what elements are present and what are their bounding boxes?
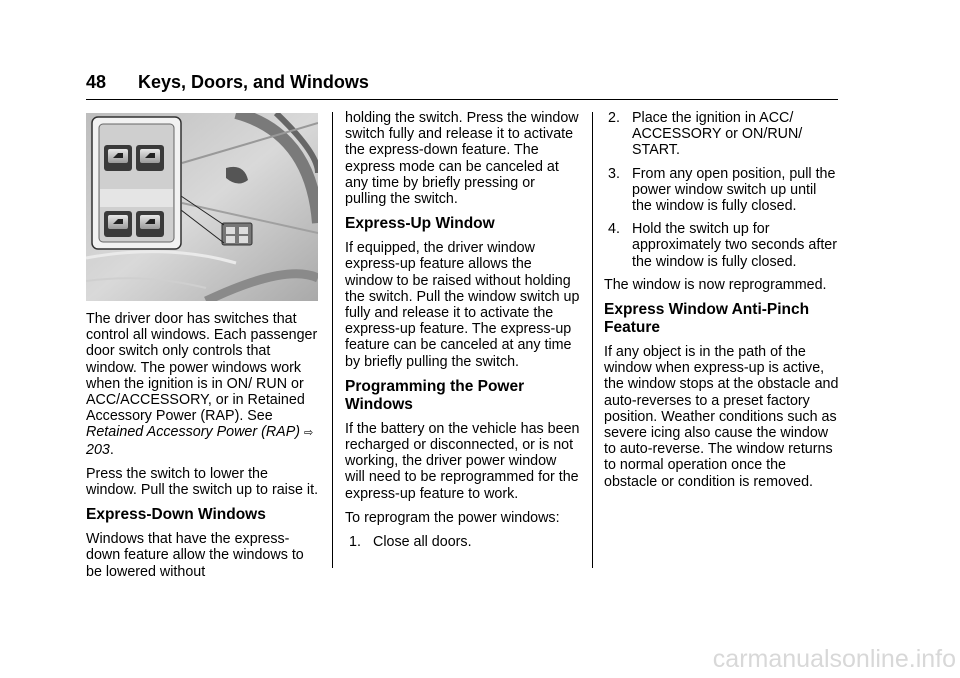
column-2	[345, 110, 580, 557]
step-list	[345, 534, 580, 550]
heading-anti-pinch: Express Window Anti-Pinch Feature	[604, 301, 810, 337]
list-item	[604, 221, 840, 270]
step-number: 4.	[608, 221, 620, 238]
paragraph: If any object is in the path of the window when express-up is active, the window stops at the obstacle and auto-reverses to a preset factory position. Weather conditions such as severe icing also cause the window to auto-reverse. The window returns to normal operation once the obstacle or condition is removed.	[604, 344, 839, 490]
paragraph	[86, 311, 322, 458]
paragraph: If equipped, the driver window express-up feature allows the window to be raised without holding the switch. Pull the window switch up fully and release it to activate the express-up feature. The express-up feature can be canceled at any time by briefly pulling the switch.	[345, 240, 580, 370]
paragraph: Press the switch to lower the window. Pull the switch up to raise it.	[86, 465, 319, 499]
column-3	[604, 110, 840, 498]
section-title: Keys, Doors, and Windows	[138, 72, 369, 92]
step-number: 1.	[349, 534, 361, 551]
paragraph: To reprogram the power windows:	[345, 509, 560, 526]
heading-express-up: Express-Up Window	[345, 215, 495, 233]
list-item	[604, 110, 840, 159]
paragraph: The window is now reprogrammed.	[604, 276, 827, 293]
cross-reference[interactable]: Retained Accessory Power (RAP)	[86, 424, 300, 441]
column-divider	[332, 112, 333, 568]
page-reference[interactable]: 203	[86, 441, 110, 458]
paragraph-text: The driver door has switches that control all windows. Each passenger door switch only controls that window. The power windows work when the ignition is in ON/ RUN or ACC/ACCESSORY, or in Retained Accessory Power (RAP). See	[86, 311, 318, 425]
step-number: 2.	[608, 110, 620, 126]
step-text: From any open position, pull the power window switch up until the window is fully closed.	[632, 165, 836, 215]
step-text: Close all doors.	[373, 534, 472, 551]
step-text: Hold the switch up for approximately two seconds after the window is fully closed.	[632, 221, 838, 270]
watermark: carmanualsonline.info	[712, 645, 956, 673]
step-list	[604, 110, 840, 270]
punctuation: .	[109, 441, 114, 458]
page-ref-arrow-icon: ⇨	[303, 427, 314, 440]
list-item	[604, 166, 840, 215]
paragraph: holding the switch. Press the window switch fully and release it to activate the express-down feature. The express mode can be canceled at any time by briefly pressing or pulling the switch.	[345, 110, 579, 208]
window-switch-icon	[86, 113, 318, 301]
step-number: 3.	[608, 165, 620, 182]
list-item	[345, 534, 580, 550]
paragraph: If the battery on the vehicle has been recharged or disconnected, or is not working, the driver power window will need to be reprogrammed for the express-up feature to work.	[345, 420, 580, 502]
heading-programming: Programming the Power Windows	[345, 377, 525, 413]
header-rule	[86, 99, 838, 100]
column-divider	[592, 112, 593, 568]
heading-express-down: Express-Down Windows	[86, 506, 266, 524]
page-number: 48	[86, 72, 107, 92]
paragraph: Windows that have the express-down feature allow the windows to be lowered without	[86, 531, 304, 580]
window-switch-figure	[86, 113, 318, 301]
page-header	[86, 70, 838, 94]
column-1	[86, 311, 322, 588]
step-text: Place the ignition in ACC/ ACCESSORY or ON/RUN/ START.	[632, 110, 803, 159]
